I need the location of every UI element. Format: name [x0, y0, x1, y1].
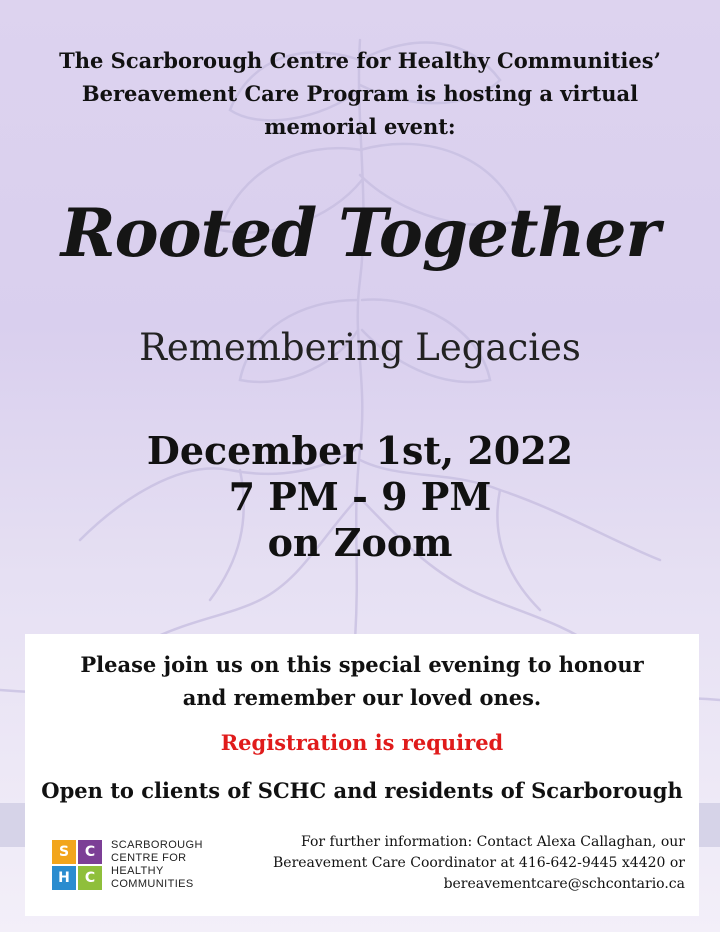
info-card	[25, 634, 699, 916]
eligibility-notice: Open to clients of SCHC and residents of Scarborough	[41, 778, 683, 803]
intro-line: memorial event:	[264, 114, 456, 139]
wordmark-line: SCARBOROUGH	[111, 839, 203, 851]
wordmark-line: CENTRE FOR	[111, 852, 187, 864]
event-location: on Zoom	[267, 520, 453, 565]
wordmark-line: HEALTHY	[111, 865, 164, 877]
message-line: and remember our loved ones.	[182, 685, 542, 710]
contact-info	[225, 832, 685, 895]
invitation-message	[25, 648, 699, 714]
intro-text	[20, 44, 700, 143]
schc-logo	[52, 840, 102, 890]
event-time: 7 PM - 9 PM	[228, 474, 492, 519]
contact-line: Bereavement Care Coordinator at 416-642-9445 x4420 or	[273, 855, 685, 871]
wordmark-line: COMMUNITIES	[111, 878, 194, 890]
logo-letter-s: S	[52, 840, 76, 864]
event-subtitle: Remembering Legacies	[139, 326, 581, 369]
event-title: Rooted Together	[60, 194, 660, 272]
logo-wordmark	[111, 839, 221, 891]
intro-line: Bereavement Care Program is hosting a virtual	[81, 81, 639, 106]
logo-letter-c: C	[78, 840, 102, 864]
intro-line: The Scarborough Centre for Healthy Communities’	[59, 48, 661, 73]
logo-letter-c2: C	[78, 866, 102, 890]
event-details	[0, 428, 720, 566]
registration-notice: Registration is required	[220, 730, 504, 755]
contact-line: For further information: Contact Alexa Callaghan, our	[301, 834, 685, 850]
message-line: Please join us on this special evening to honour	[80, 652, 644, 677]
logo-letter-h: H	[52, 866, 76, 890]
event-date: December 1st, 2022	[146, 428, 574, 473]
contact-email[interactable]: bereavementcare@schcontario.ca	[443, 876, 685, 892]
